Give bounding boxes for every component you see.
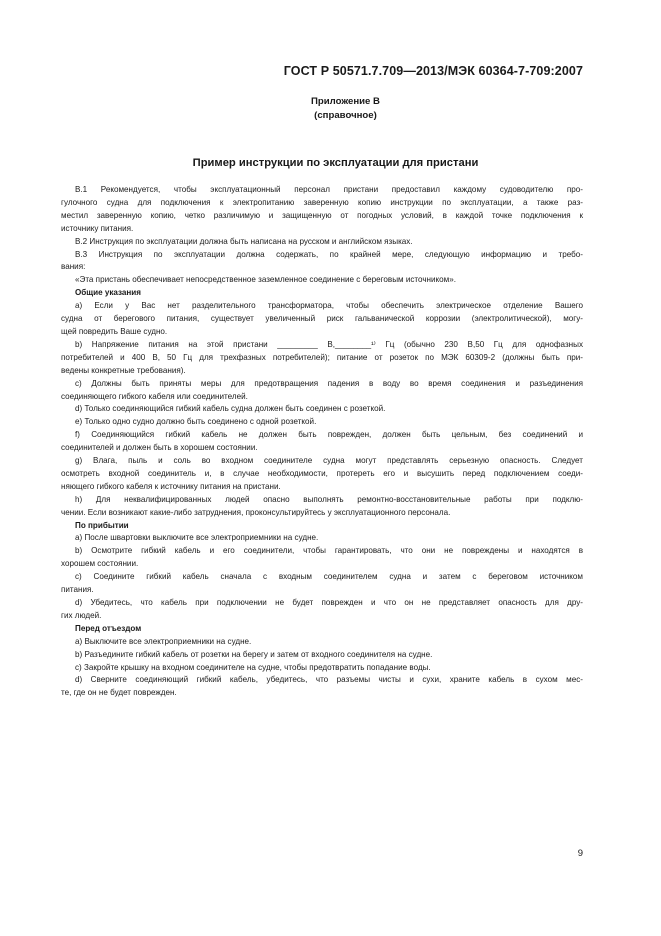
- text-line: судна от берегового питания, существует увеличенный риск гальванической коррозии (электролитической), могу-: [61, 314, 583, 324]
- section-heading: Перед отъездом: [75, 623, 142, 633]
- document-title-text: Пример инструкции по эксплуатации для пристани: [192, 157, 479, 169]
- text-line: e) Только одно судно должно быть соединено с одной розеткой.: [75, 417, 317, 427]
- text-line: те, где он не будет поврежден.: [61, 688, 177, 698]
- text-line: b) Напряжение питания на этой пристани _________ В,________¹⁾ Гц (обычно 230 В,50 Гц для однофазных: [75, 339, 583, 349]
- text-line: соединяющего гибкого кабеля или соединителей.: [61, 391, 248, 401]
- text-line: питания.: [61, 585, 94, 595]
- text-line: g) Влага, пыль и соль во входном соединителе судна могут представлять серьезную опасность. Следует: [75, 456, 583, 466]
- text-line: d) Сверните соединяющий гибкий кабель, убедитесь, что разъемы чисты и сухи, храните кабель в сухом мес-: [75, 675, 583, 685]
- text-line: источнику питания.: [61, 223, 134, 233]
- text-line: местил заверенную копию, четко различимую и защищенную от погодных условий, в каждой точке подключения к: [61, 210, 583, 220]
- text-line: b) Разъедините гибкий кабель от розетки на берегу и затем от входного соединителя на судне.: [75, 649, 433, 659]
- section-heading: По прибытии: [75, 520, 129, 530]
- document-title: [0, 157, 661, 169]
- text-line: потребителей и 400 В, 50 Гц для трехфазных потребителей); питание от розеток по МЭК 60309-2 (должны быть при-: [61, 352, 583, 362]
- annex-heading: [0, 95, 661, 123]
- text-line: гих людей.: [61, 610, 102, 620]
- section-heading: Общие указания: [75, 288, 142, 298]
- page-number: 9: [577, 848, 583, 859]
- text-line: щей повредить Ваше судно.: [61, 326, 168, 336]
- text-line: вания:: [61, 262, 86, 272]
- text-line: h) Для неквалифицированных людей опасно выполнять ремонтно-восстановительные работы при подклю-: [75, 494, 583, 504]
- text-line: «Эта пристань обеспечивает непосредственное заземленное соединение с береговым источником».: [75, 275, 456, 285]
- text-line: d) Только соединяющийся гибкий кабель судна должен быть соединен с розеткой.: [75, 404, 386, 414]
- text-line: b) Осмотрите гибкий кабель и его соединители, чтобы гарантировать, что они не повреждены и находятся в: [75, 546, 583, 556]
- text-line: c) Должны быть приняты меры для предотвращения падения в воду во время соединения и разъединения: [75, 378, 583, 388]
- text-line: чении. Если возникают какие-либо затруднения, проконсультируйтесь у эксплуатационного персонала.: [61, 507, 451, 517]
- text-line: f) Соединяющийся гибкий кабель не должен быть поврежден, должен быть цельным, без соединений и: [75, 430, 583, 440]
- text-line: a) Если у Вас нет разделительного трансформатора, чтобы обеспечить электрическое отделение Вашего: [75, 301, 583, 311]
- text-line: няющего гибкого кабеля к источнику питания на пристани.: [61, 481, 281, 491]
- standard-header: ГОСТ Р 50571.7.709—2013/МЭК 60364-7-709:2007: [283, 64, 583, 78]
- text-line: a) Выключите все электроприемники на судне.: [75, 636, 252, 646]
- text-line: d) Убедитесь, что кабель при подключении не будет поврежден и что он не представляет опасность для дру-: [75, 598, 583, 607]
- text-line: гулочного судна для подключения к электропитанию заверенную копию инструкции по эксплуатации, а также раз-: [61, 197, 583, 207]
- text-line: a) После швартовки выключите все электроприемники на судне.: [75, 533, 319, 543]
- text-line: c) Соедините гибкий кабель сначала с входным соединителем судна и затем с береговом источником: [75, 572, 583, 582]
- text-line: c) Закройте крышку на входном соединителе на судне, чтобы предотвратить попадание воды.: [75, 662, 431, 672]
- annex-label: Приложение В: [311, 96, 380, 107]
- text-line: В.2 Инструкция по эксплуатации должна быть написана на русском и английском языках.: [75, 236, 413, 246]
- text-line: соединителей и должен быть в хорошем состоянии.: [61, 443, 258, 453]
- text-line: хорошем состоянии.: [61, 559, 139, 569]
- instruction-body: [61, 184, 583, 700]
- text-line: ведены конкретные требования).: [61, 365, 186, 375]
- annex-note: (справочное): [314, 110, 377, 121]
- text-line: В.3 Инструкция по эксплуатации должна содержать, по крайней мере, следующую информацию и требо-: [75, 249, 583, 259]
- text-line: В.1 Рекомендуется, чтобы эксплуатационный персонал пристани предоставил каждому судоводителю про-: [75, 185, 583, 194]
- text-line: осмотреть входной соединитель и, в случае необходимости, протереть его и высушить перед подключением соеди-: [61, 468, 583, 478]
